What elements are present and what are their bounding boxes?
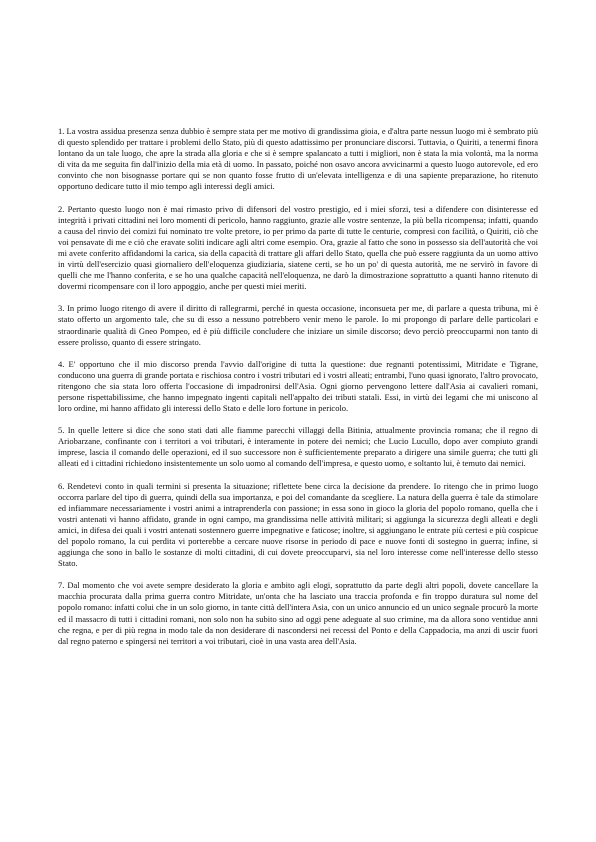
paragraph-3: 3. In primo luogo ritengo di avere il diritto di rallegrarmi, perché in questa occasione, inconsueta per me, di parlare a questa tribuna, mi è stato offerto un argomento tale, che su di esso a nessuno potrebbero venir meno le parole. Io mi propongo di parlare delle particolari e straordinarie qualità di Gneo Pompeo, ed è più difficile concludere che iniziare un simile discorso; devo perciò preoccuparmi non tanto di essere prolisso, quanto di essere stringato. [58, 303, 538, 347]
paragraph-7: 7. Dal momento che voi avete sempre desiderato la gloria e ambito agli elogi, soprattutto da parte degli altri popoli, dovete cancellare la macchia procurata dalla prima guerra contro Mitridate, un'onta che ha lasciato una traccia profonda e fin troppo duratura sul nome del popolo romano: infatti colui che in un solo giorno, in tante città dell'intera Asia, con un unico annuncio ed un unico segnale procurò la morte ed il massacro di tutti i cittadini romani, non solo non ha subito sino ad oggi pene adeguate al suo crimine, ma da allora sono ventidue anni che regna, e per di più regna in modo tale da non desiderare di nascondersi nei recessi del Ponto e della Cappadocia, ma anzi di uscir fuori dal regno paterno e spingersi nei territori a voi tributari, cioè in una vasta area dell'Asia. [58, 580, 538, 646]
paragraph-1: 1. La vostra assidua presenza senza dubbio è sempre stata per me motivo di grandissima gioia, e d'altra parte nessun luogo mi è sembrato più di questo splendido per trattare i problemi dello Stato, più di questo adattissimo per pronunciare discorsi. Tuttavia, o Quiriti, a tenermi finora lontano da un tale luogo, che apre la strada alla gloria e che si è sempre spalancato a tutti i migliori, non è stata la mia volontà, ma la norma di vita da me seguita fin dall'inizio della mia età di uomo. In passato, poiché non osavo ancora avvicinarmi a questo luogo autorevole, ed ero convinto che non bisognasse portare qui se non quanto fosse frutto di un'elevata intelligenza e di una sapiente preparazione, ho ritenuto opportuno dedicare tutto il mio tempo agli interessi degli amici. [58, 126, 538, 192]
paragraph-6: 6. Rendetevi conto in quali termini si presenta la situazione; riflettete bene circa la decisione da prendere. Io ritengo che in primo luogo occorra parlare del tipo di guerra, quindi della sua importanza, e poi del comandante da scegliere. La natura della guerra è tale da stimolare ed infiammare necessariamente i vostri animi a intraprenderla con passione; in essa sono in gioco la gloria del popolo romano, quella che i vostri antenati vi hanno affidato, grande in ogni campo, ma grandissima nelle attività militari; si aggiunga la sicurezza degli alleati e degli amici, in difesa dei quali i vostri antenati sostennero guerre impegnative e faticose; inoltre, si aggiungano le entrate più certesi e più cospicue del popolo romano, la cui perdita vi porterebbe a cercare nuove risorse in periodo di pace e nuove fonti di sostegno in guerra; infine, si aggiunga che sono in ballo le sostanze di molti cittadini, di cui dovete preoccuparvi, sia nel loro interesse come nell'interesse dello stesso Stato. [58, 480, 538, 569]
paragraph-4: 4. E' opportuno che il mio discorso prenda l'avvio dall'origine di tutta la questione: due regnanti potentissimi, Mitridate e Tigrane, conducono una guerra di grande portata e rischiosa contro i vostri tributari ed i vostri alleati; entrambi, l'uno quasi ignorato, l'altro provocato, ritengono che sia stata loro offerta l'occasione di impadronirsi dell'Asia. Ogni giorno pervengono lettere dall'Asia ai cavalieri romani, persone rispettabilissime, che hanno impegnato ingenti capitali nell'appalto dei tributi statali. Essi, in virtù dei legami che mi uniscono al loro ordine, mi hanno affidato gli interessi dello Stato e delle loro fortune in pericolo. [58, 358, 538, 414]
paragraph-5: 5. In quelle lettere si dice che sono stati dati alle fiamme parecchi villaggi della Bitinia, attualmente provincia romana; che il regno di Ariobarzane, confinante con i territori a voi tributari, è interamente in potere dei nemici; che Lucio Lucullo, dopo aver compiuto grandi imprese, lascia il comando delle operazioni, ed il suo successore non è sufficientemente preparato a dirigere una simile guerra; che tutti gli alleati ed i cittadini richiedono insistentemente un solo uomo al comando dell'impresa, e questo uomo, e soltanto lui, è temuto dai nemici. [58, 425, 538, 469]
paragraph-2: 2. Pertanto questo luogo non è mai rimasto privo di difensori del vostro prestigio, ed i miei sforzi, tesi a difendere con disinteresse ed integrità i privati cittadini nei loro momenti di pericolo, hanno raggiunto, grazie alle vostre sentenze, la più bella ricompensa; infatti, quando a causa del rinvio dei comizi fui nominato tre volte pretore, io per primo da parte di tutte le centurie, compresi con facilità, o Quiriti, ciò che voi pensavate di me e ciò che eravate soliti indicare agli altri come esempio. Ora, grazie al fatto che sono in possesso sia dell'autorità che voi mi avete conferito affidandomi la carica, sia della capacità di trattare gli affari dello Stato, quella che può essere raggiunta da un uomo attivo in virtù dell'esercizio quasi giornaliero dell'eloquenza giudiziaria, siatene certi, se ho un po' di questa autorità, me ne servirò in favore di quelli che me l'hanno conferita, e se ho una qualche capacità nell'eloquenza, ne darò la dimostrazione soprattutto a quanti hanno ritenuto di dovermi ricompensare con il loro appoggio, anche per questi miei meriti. [58, 203, 538, 292]
document-body [58, 126, 538, 658]
